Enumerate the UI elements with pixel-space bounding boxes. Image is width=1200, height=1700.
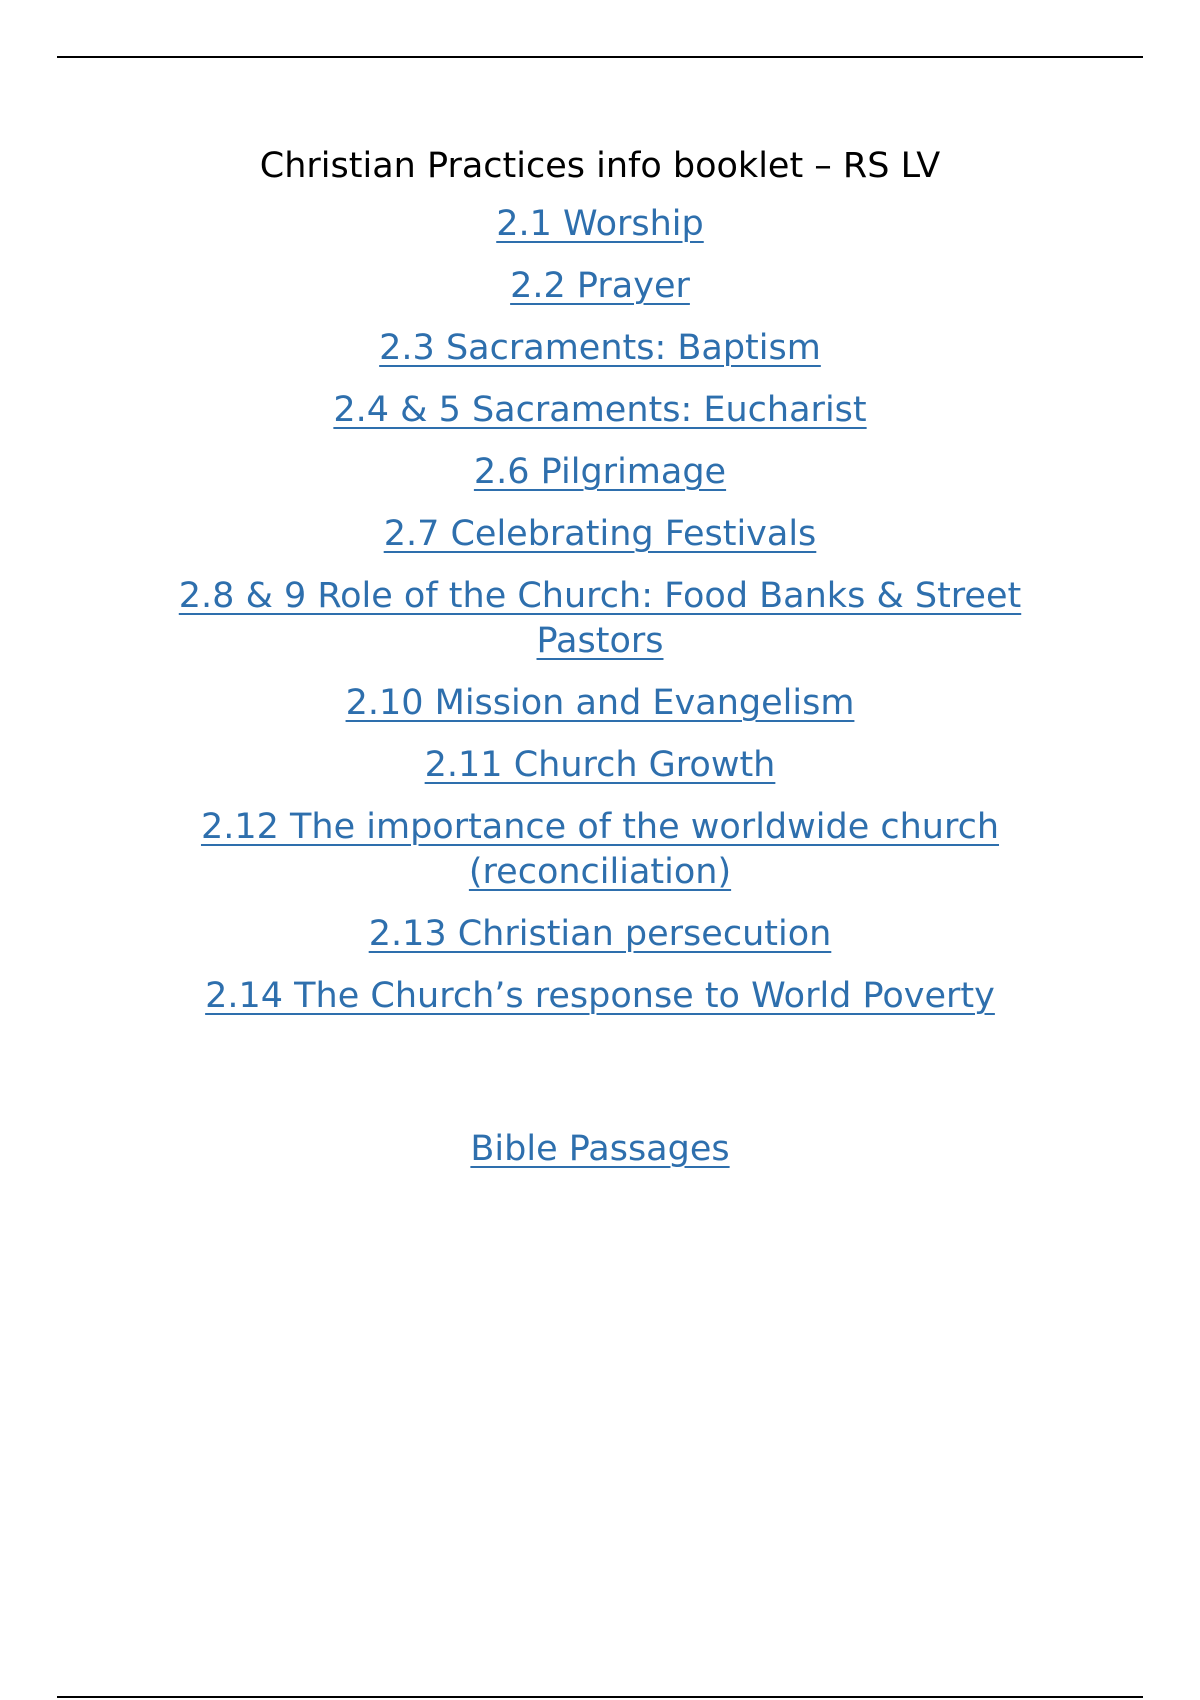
toc-item — [150, 743, 1050, 788]
toc-item — [150, 202, 1050, 247]
toc-link-role-of-church[interactable]: 2.8 & 9 Role of the Church: Food Banks & Street Pastors — [178, 576, 1022, 661]
toc-link-worship[interactable]: 2.1 Worship — [496, 204, 704, 244]
toc-item — [150, 264, 1050, 309]
toc-item — [150, 388, 1050, 433]
toc-link-eucharist[interactable]: 2.4 & 5 Sacraments: Eucharist — [333, 390, 867, 430]
header-rule — [57, 56, 1143, 58]
toc-link-festivals[interactable]: 2.7 Celebrating Festivals — [383, 514, 817, 554]
table-of-contents — [150, 202, 1050, 1019]
toc-item — [150, 326, 1050, 371]
toc-link-prayer[interactable]: 2.2 Prayer — [510, 266, 690, 306]
toc-link-baptism[interactable]: 2.3 Sacraments: Baptism — [379, 328, 821, 368]
toc-link-persecution[interactable]: 2.13 Christian persecution — [368, 914, 832, 954]
footer-rule — [57, 1696, 1143, 1698]
toc-item — [150, 512, 1050, 557]
toc-item — [150, 681, 1050, 726]
toc-item — [150, 450, 1050, 495]
document-title: Christian Practices info booklet – RS LV — [259, 146, 941, 186]
toc-link-world-poverty[interactable]: 2.14 The Church’s response to World Poverty — [205, 976, 995, 1016]
toc-link-mission-evangelism[interactable]: 2.10 Mission and Evangelism — [345, 683, 855, 723]
bible-passages-link[interactable]: Bible Passages — [470, 1129, 730, 1169]
toc-item — [150, 912, 1050, 957]
toc-link-pilgrimage[interactable]: 2.6 Pilgrimage — [473, 452, 727, 492]
toc-item — [150, 805, 1050, 895]
bible-passages-section — [0, 1127, 1200, 1172]
toc-link-church-growth[interactable]: 2.11 Church Growth — [424, 745, 776, 785]
document-body — [0, 140, 1200, 1172]
toc-link-worldwide-church[interactable]: 2.12 The importance of the worldwide church (reconciliation) — [200, 807, 1000, 892]
toc-item — [150, 574, 1050, 664]
toc-item — [150, 974, 1050, 1019]
